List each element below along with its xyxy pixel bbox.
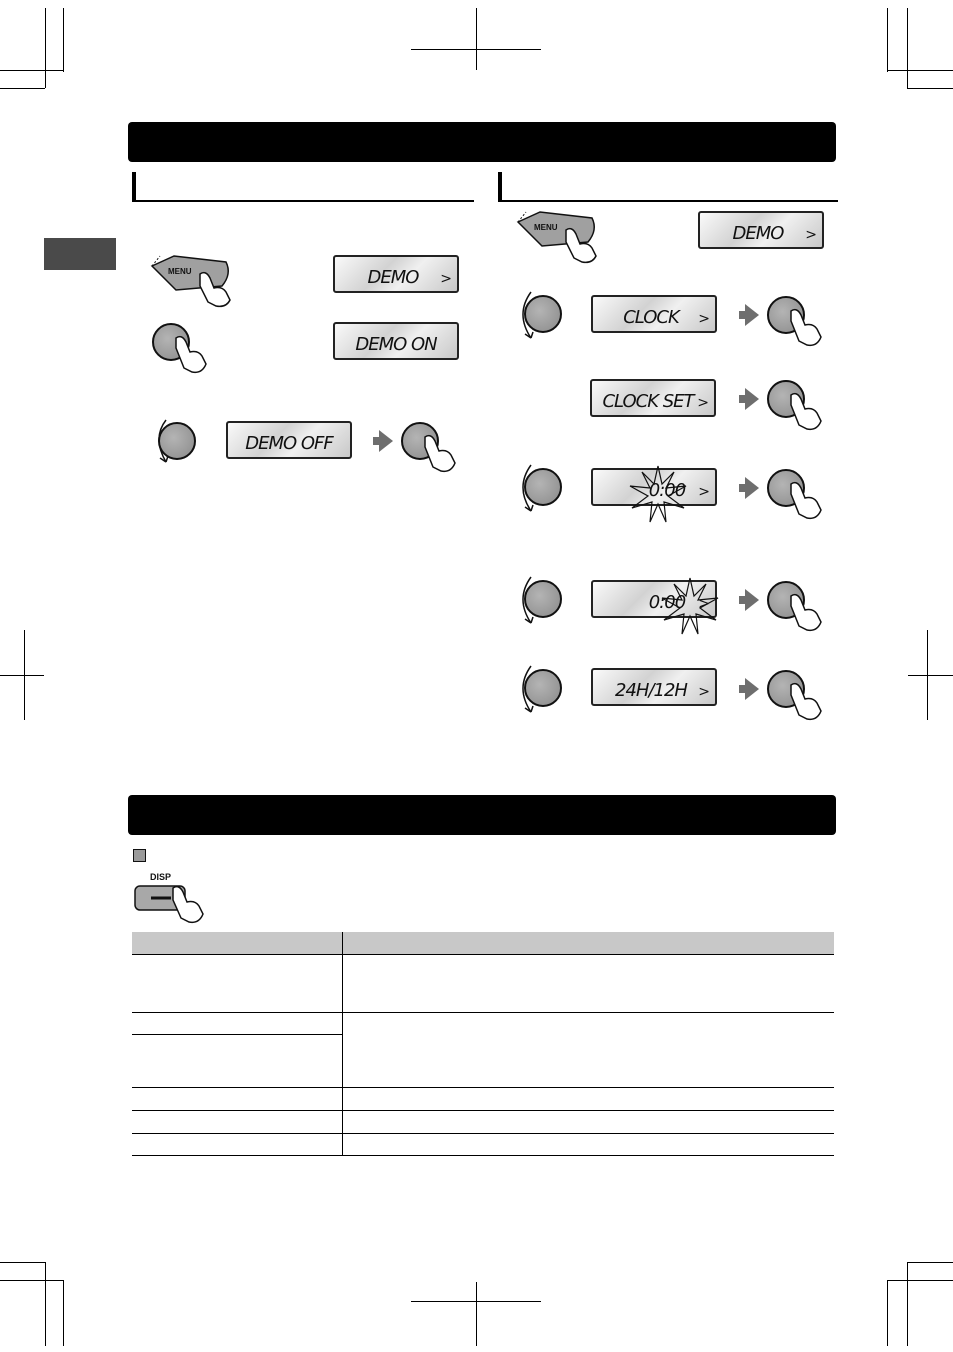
crop-mark [887,8,888,72]
clock-section-header [498,172,838,202]
demo-section-header [132,172,474,202]
table-cell [132,1111,343,1134]
hand-press-icon [787,391,827,431]
table-header-cell [343,932,835,955]
hand-press-icon [787,307,827,347]
table-header-row [132,932,834,955]
crop-mark [907,88,953,89]
crop-mark [0,675,44,676]
blink-burst-icon [662,578,718,634]
control-dial[interactable] [524,669,562,707]
crop-mark [45,8,46,88]
table-cell [343,1134,835,1156]
table-cell [132,1088,343,1111]
crop-mark [0,70,63,71]
crop-mark [887,1280,953,1281]
arrow-right-icon [745,388,759,410]
table-cell [132,1013,343,1035]
table-cell [343,1013,835,1088]
crop-mark [908,675,953,676]
hand-press-icon [787,592,827,632]
table-row [132,1111,834,1134]
display-info-table [132,932,834,1156]
table-cell [343,1111,835,1134]
arrow-right-icon [745,304,759,326]
chevron-right-icon: > [698,484,710,500]
table-cell [343,955,835,1013]
display-demo [698,211,824,249]
hand-icon [173,887,203,923]
hand-press-icon [787,480,827,520]
chevron-right-icon: > [698,311,710,327]
crop-mark [476,8,477,70]
table-cell [132,955,343,1013]
display-text: CLOCK SET [602,391,694,412]
crop-mark [63,8,64,72]
table-cell [132,1035,343,1088]
crop-mark [411,49,541,50]
table-row [132,1088,834,1111]
display-text: DEMO [732,223,784,244]
table-row [132,1013,834,1035]
display-demo [333,255,459,293]
display-text: DEMO [367,267,419,288]
display-text: CLOCK [623,307,679,328]
menu-button-icon [150,252,240,307]
crop-mark [0,88,45,89]
menu-button-label: MENU [534,223,558,232]
chevron-right-icon: > [698,596,710,612]
table-row [132,1134,834,1156]
chevron-right-icon: > [440,271,452,287]
display-text: DEMO ON [355,334,437,355]
display-text: 24H/12H [615,680,687,701]
hand-press-icon [421,433,461,473]
hand-press-icon [787,681,827,721]
arrow-right-icon [745,477,759,499]
crop-mark [63,1280,64,1346]
hand-press-icon [172,334,212,374]
menu-button[interactable] [150,252,240,307]
display-text: 0:00 [648,480,686,501]
control-dial[interactable] [158,422,196,460]
display-text: 0:00 [648,592,686,613]
control-dial[interactable] [524,468,562,506]
crop-mark [887,70,953,71]
crop-mark [0,1280,63,1281]
chevron-right-icon: > [698,684,710,700]
disp-button-icon [133,870,213,926]
control-dial[interactable] [524,295,562,333]
table-cell [343,1088,835,1111]
menu-button-icon [516,208,606,263]
section-title-bar-top [128,122,836,162]
blink-burst-icon [630,466,686,522]
disp-button-label: DISP [150,872,172,882]
chevron-right-icon: > [805,227,817,243]
display-demo-on [333,322,459,360]
crop-mark [907,1262,908,1346]
crop-mark [45,1262,46,1346]
menu-button[interactable] [516,208,606,263]
arrow-right-icon [379,430,393,452]
subsection-bullet-icon [133,849,146,862]
crop-mark [887,1280,888,1346]
arrow-right-icon [745,589,759,611]
arrow-right-icon [745,678,759,700]
table-header-cell [132,932,343,955]
language-tab [44,238,116,270]
display-text: DEMO OFF [245,433,333,454]
menu-button-label: MENU [168,267,192,276]
chevron-right-icon: > [697,395,709,411]
display-format [591,668,717,706]
disp-button[interactable] [133,870,213,926]
control-dial[interactable] [524,580,562,618]
crop-mark [411,1301,541,1302]
crop-mark [0,1262,45,1263]
crop-mark [476,1282,477,1346]
table-row [132,955,834,1013]
section-title-bar-bottom [128,795,836,835]
table-cell [132,1134,343,1156]
display-clock [591,295,717,333]
display-demo-off [226,421,352,459]
display-clock-set [590,379,716,417]
crop-mark [907,1262,953,1263]
crop-mark [907,8,908,88]
